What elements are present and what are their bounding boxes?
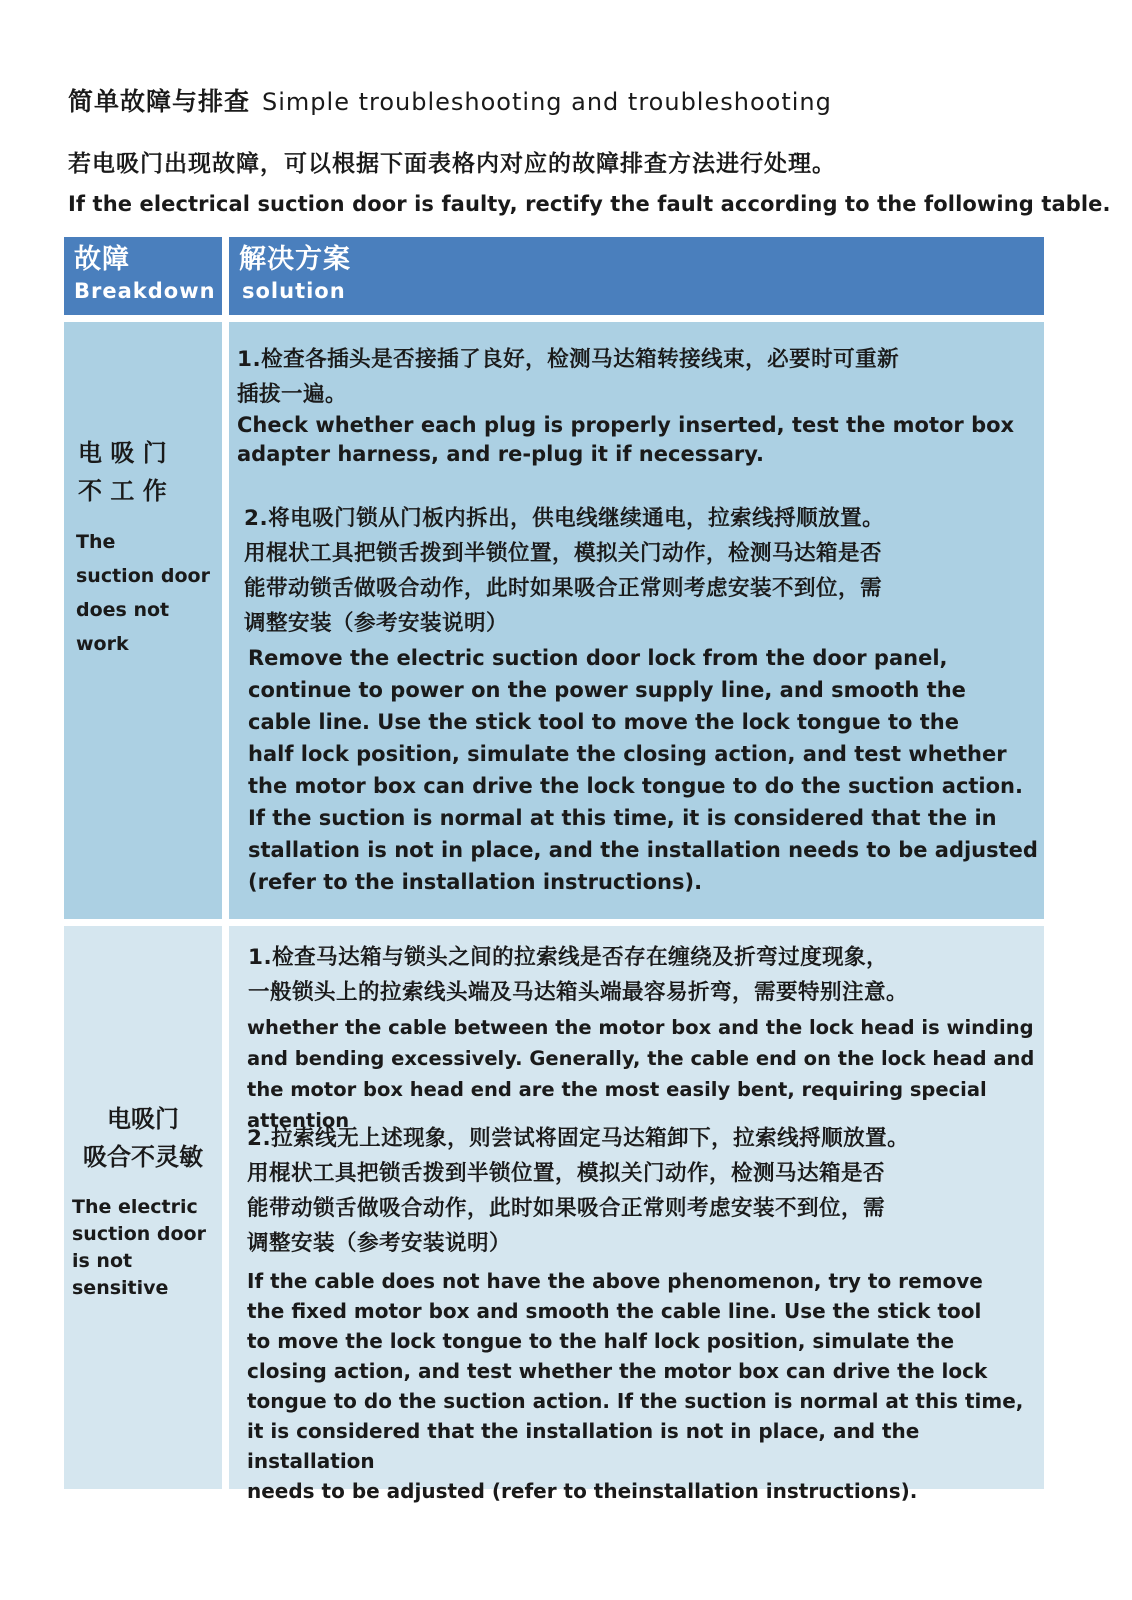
row-2-solution-2-zh: 2.拉索线无上述现象，则尝试将固定马达箱卸下，拉索线捋顺放置。 用棍状工具把锁舌拨到半锁位置，模拟关门动作，检测马达箱是否 能带动锁舌做吸合动作，此时如果吸合正常则考虑安装不到位，需 调整安装（参考安装说明） — [247, 1126, 910, 1256]
page-title — [68, 82, 832, 118]
row-2-solution-2-en: If the cable does not have the above phenomenon, try to remove the fixed motor box and smooth the cable line. Use the stick tool to move the lock tongue to the half lock position, simulate the closing action, and test whether the motor box can drive the lock tongue to do the suction action. If the suction is normal at this time, it is considered that the installation is not in place, and the installation needs to be adjusted (refer to theinstallation instructions). — [247, 1269, 1024, 1503]
page-title-en: Simple troubleshooting and troubleshooting — [262, 88, 832, 116]
header-breakdown-zh: 故障 — [74, 244, 130, 275]
header-solution-en: solution — [242, 279, 346, 303]
row-1-solution-1-en: Check whether each plug is properly inserted, test the motor box adapter harness, and re-plug it if necessary. — [237, 413, 1015, 466]
intro-text-en: If the electrical suction door is faulty, rectify the fault according to the following table. — [68, 192, 1111, 216]
row-2-solution-1-en: whether the cable between the motor box and the lock head is winding and bending excessively. Generally, the cable end on the lock head and the motor box head end are the most easily bent, requiring special attention — [247, 1016, 1035, 1132]
table-row-1-solution-cell — [229, 322, 1044, 919]
row-2-solution-1-zh: 1.检查马达箱与锁头之间的拉索线是否存在缠绕及折弯过度现象， 一般锁头上的拉索线头端及马达箱头端最容易折弯，需要特别注意。 — [248, 945, 909, 1005]
header-breakdown-en: Breakdown — [74, 279, 216, 303]
row-1-solution-1-zh: 1.检查各插头是否接插了良好，检测马达箱转接线束，必要时可重新 插拔一遍。 — [237, 347, 900, 407]
row-2-fault-en: The electric suction door is not sensitive — [72, 1196, 206, 1299]
row-1-solution-2-zh: 2.将电吸门锁从门板内拆出，供电线继续通电，拉索线捋顺放置。 用棍状工具把锁舌拨到半锁位置，模拟关门动作，检测马达箱是否 能带动锁舌做吸合动作，此时如果吸合正常则考虑安装不到位，需 调整安装（参考安装说明） — [244, 506, 885, 636]
header-solution-zh: 解决方案 — [239, 244, 351, 275]
header-solution-cell — [229, 237, 1044, 315]
table-row-1-fault-cell — [64, 322, 222, 919]
header-breakdown-cell — [64, 237, 222, 315]
row-2-fault-zh: 电吸门 吸合不灵敏 — [83, 1105, 203, 1171]
table-row-2-solution-cell — [229, 926, 1044, 1503]
page-title-zh: 简单故障与排查 — [68, 87, 251, 116]
row-1-fault-en: The suction door does not work — [76, 531, 210, 655]
row-1-fault-zh: 电 吸 门 不 工 作 — [78, 439, 167, 505]
table-row-2-fault-cell — [64, 926, 222, 1489]
row-1-solution-2-en: Remove the electric suction door lock from the door panel, continue to power on the power supply line, and smooth the cable line. Use the stick tool to move the lock tongue to the half lock position, simulate the closing action, and test whether the motor box can drive the lock tongue to do the suction action. If the suction is normal at this time, it is considered that the in stallation is not in place, and the installation needs to be adjusted (refer to the installation instructions). — [248, 646, 1038, 894]
intro-text-zh: 若电吸门出现故障，可以根据下面表格内对应的故障排查方法进行处理。 — [68, 151, 836, 177]
